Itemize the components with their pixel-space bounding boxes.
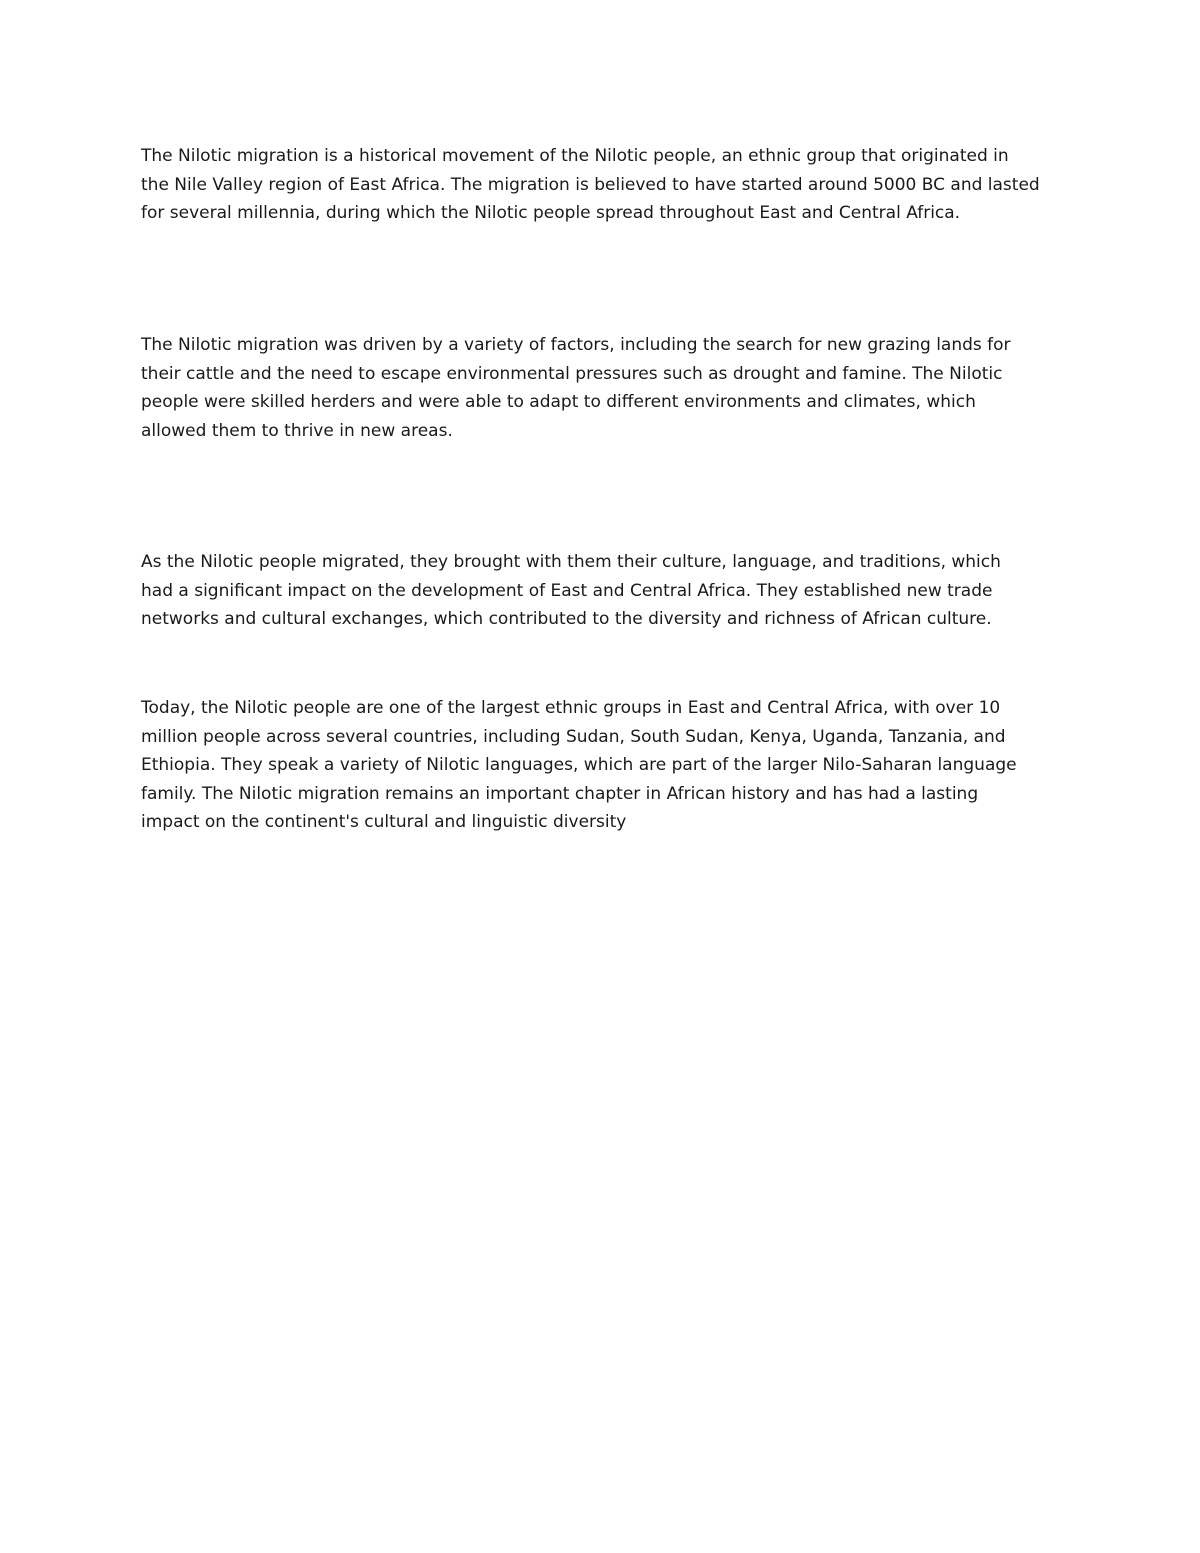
text-line: impact on the continent's cultural and linguistic diversity	[141, 812, 627, 832]
paragraph-cultural-impact	[141, 548, 1071, 634]
paragraph-migration-drivers	[141, 331, 1071, 445]
text-line: Ethiopia. They speak a variety of Nilotic languages, which are part of the larger Nilo-Saharan language	[141, 755, 1017, 775]
text-line: family. The Nilotic migration remains an important chapter in African history and has had a lasting	[141, 783, 979, 804]
text-line: As the Nilotic people migrated, they brought with them their culture, language, and traditions, which	[141, 552, 1001, 572]
text-line: people were skilled herders and were able to adapt to different environments and climates, which	[141, 392, 976, 412]
text-line: million people across several countries, including Sudan, South Sudan, Kenya, Uganda, Tanzania, and	[141, 726, 1006, 747]
text-line: Today, the Nilotic people are one of the largest ethnic groups in East and Central Africa, with over 10	[141, 698, 1001, 718]
text-line: networks and cultural exchanges, which contributed to the diversity and richness of African culture.	[141, 609, 992, 629]
text-line: The Nilotic migration was driven by a variety of factors, including the search for new grazing lands for	[141, 335, 1011, 355]
text-line: had a significant impact on the development of East and Central Africa. They established new trade	[141, 580, 993, 601]
text-line: allowed them to thrive in new areas.	[141, 420, 453, 441]
paragraph-nilotic-migration-overview	[141, 142, 1071, 228]
text-line: the Nile Valley region of East Africa. The migration is believed to have started around 5000 BC and lasted	[141, 174, 1040, 195]
text-line: for several millennia, during which the Nilotic people spread throughout East and Central Africa.	[141, 203, 961, 223]
paragraph-nilotic-people-today	[141, 694, 1071, 837]
text-line: their cattle and the need to escape environmental pressures such as drought and famine. The Nilotic	[141, 363, 1003, 384]
text-line: The Nilotic migration is a historical movement of the Nilotic people, an ethnic group that originated in	[141, 146, 1009, 166]
